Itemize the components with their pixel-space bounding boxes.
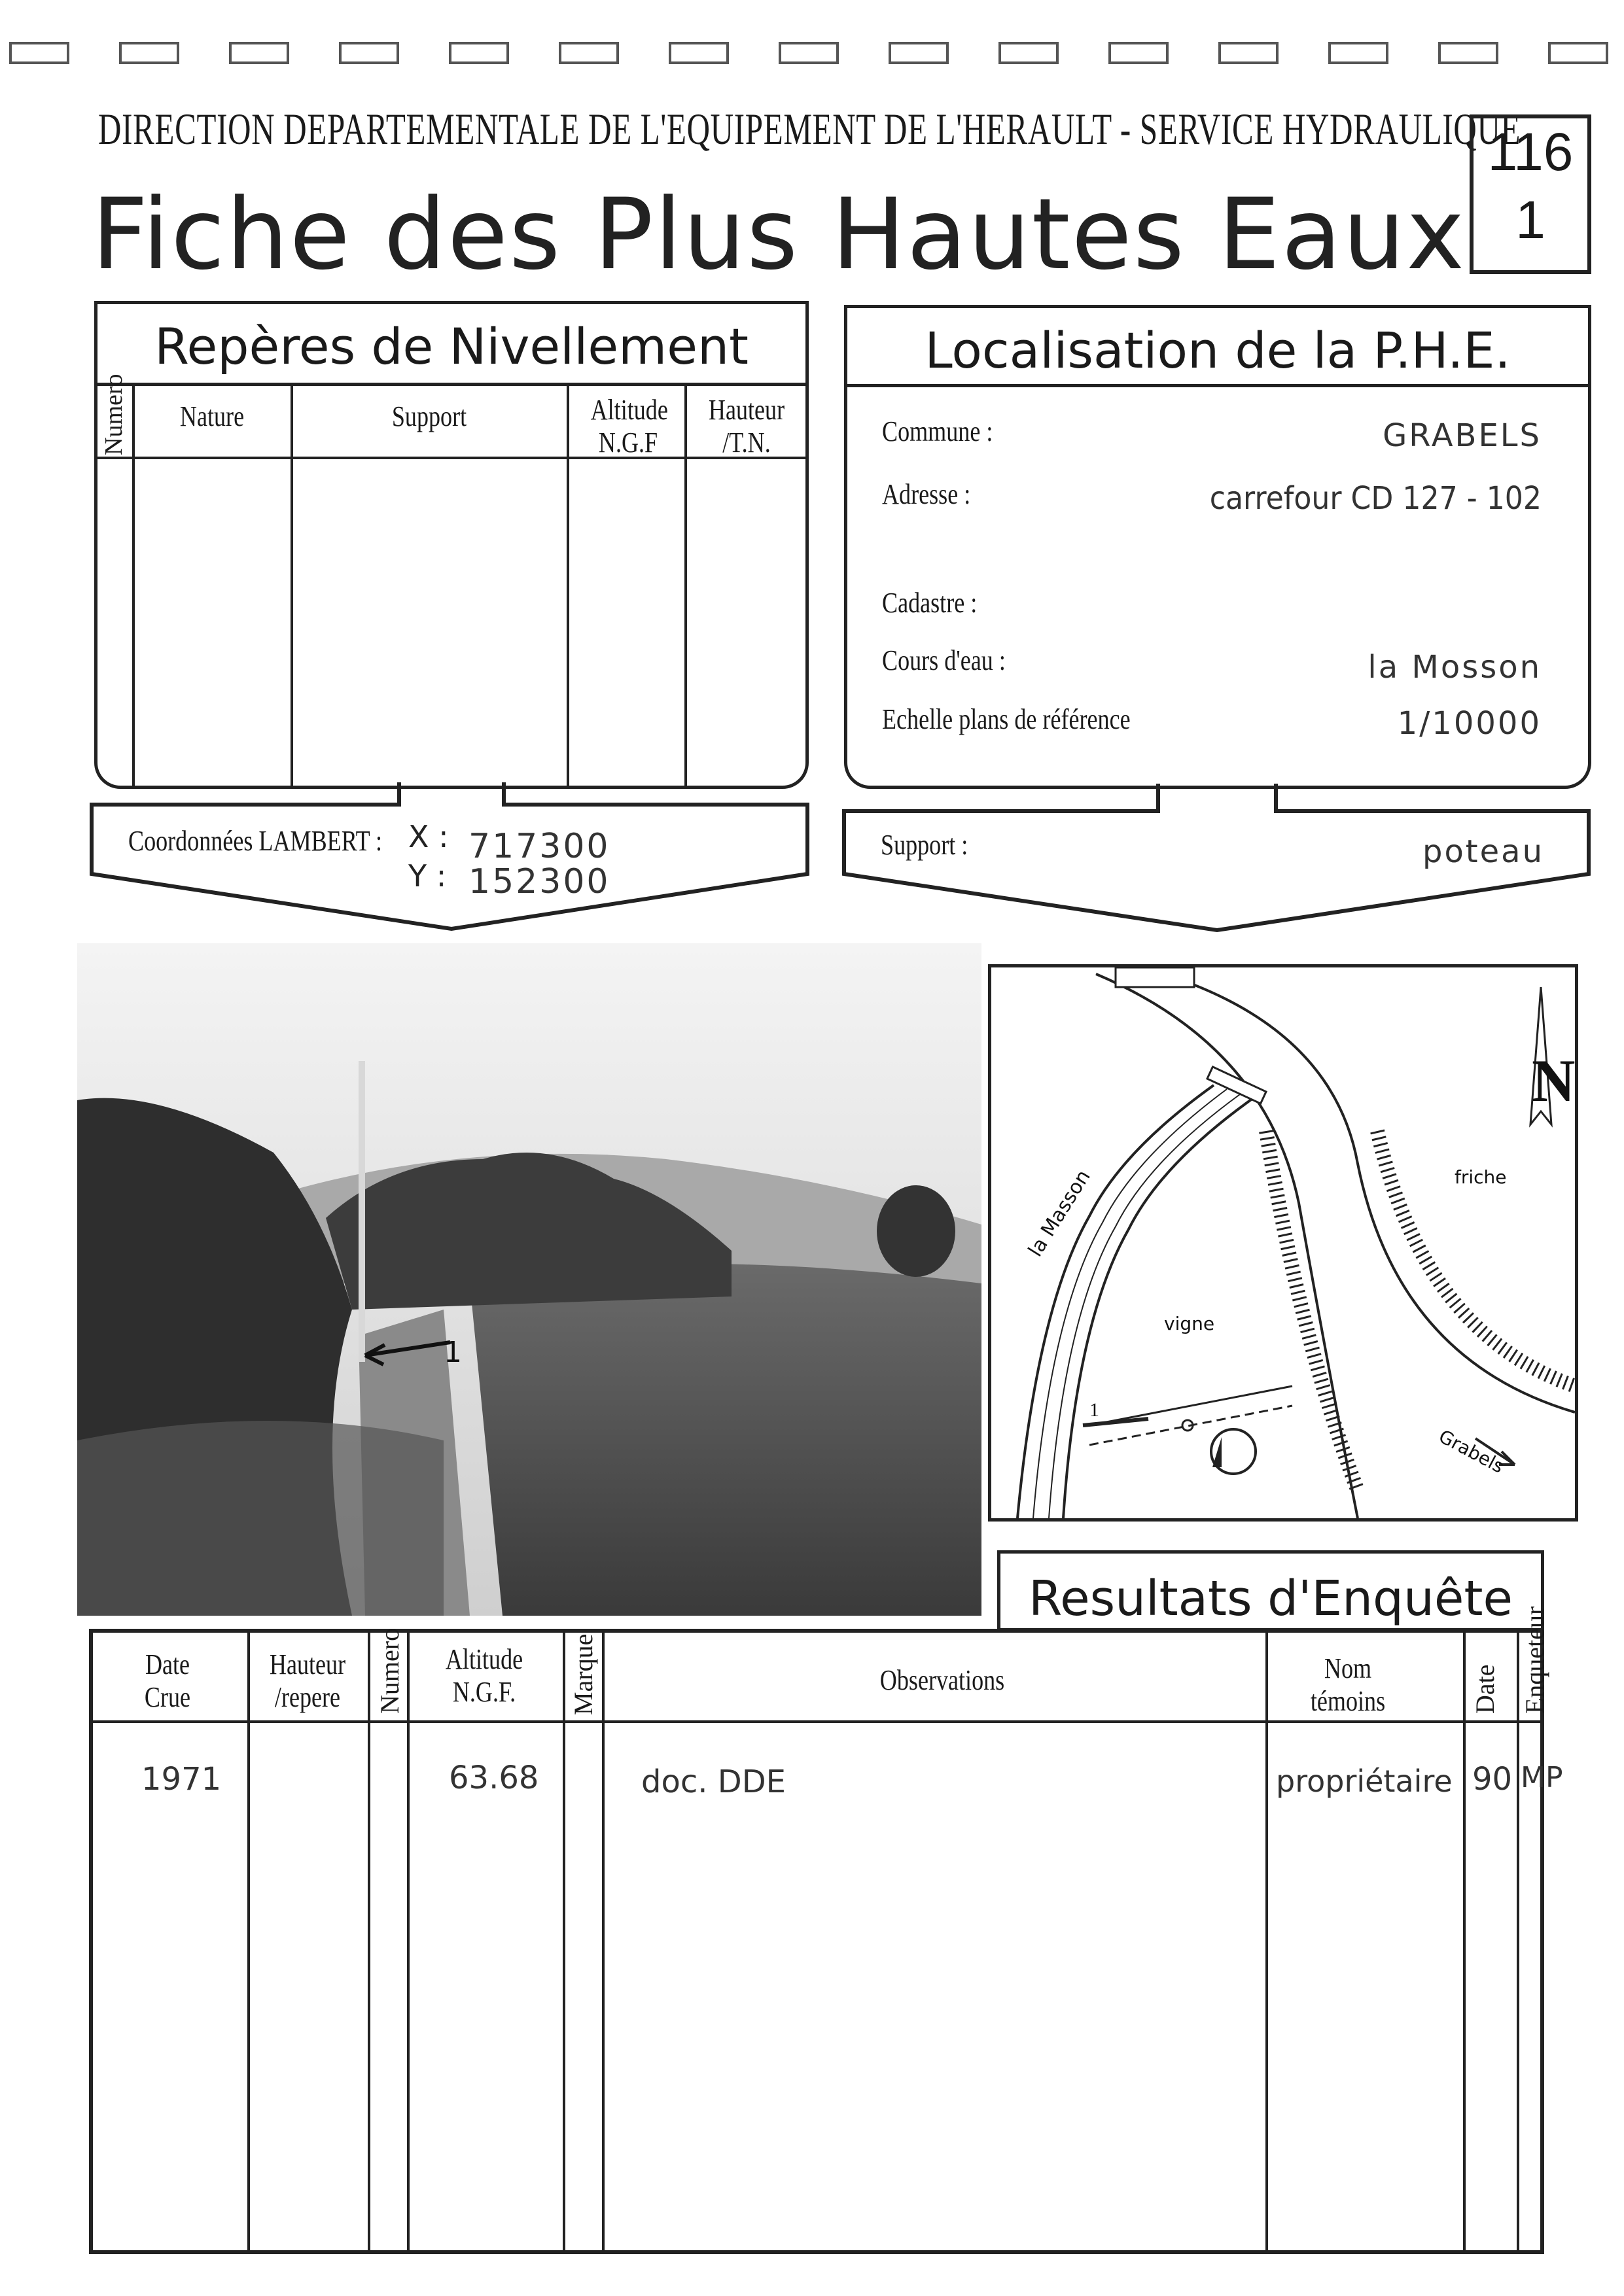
perforation-hole bbox=[1438, 42, 1498, 64]
perforation-hole bbox=[669, 42, 729, 64]
perforation-hole bbox=[9, 42, 69, 64]
resultats-title: Resultats d'Enquête bbox=[1029, 1571, 1513, 1627]
reperes-table bbox=[94, 383, 809, 789]
perforation-strip bbox=[0, 42, 1624, 68]
reperes-col-support: Support bbox=[391, 400, 467, 432]
page-title: Fiche des Plus Hautes Eaux bbox=[92, 178, 1466, 292]
support-value: poteau bbox=[1422, 833, 1544, 870]
site-map-drawing bbox=[991, 967, 1575, 1518]
resultats-col-numero: Numero bbox=[375, 1627, 404, 1714]
adresse-label: Adresse : bbox=[882, 478, 971, 510]
resultats-row-date: 90 bbox=[1472, 1761, 1513, 1798]
reperes-col-divider bbox=[567, 383, 569, 789]
site-photo-image bbox=[77, 943, 981, 1616]
cours-label: Cours d'eau : bbox=[882, 644, 1006, 676]
resultats-col-divider bbox=[368, 1629, 370, 2254]
localisation-title: Localisation de la P.H.E. bbox=[925, 321, 1511, 379]
commune-label: Commune : bbox=[882, 415, 993, 447]
echelle-value: 1/10000 bbox=[1397, 705, 1542, 742]
resultats-col-divider bbox=[407, 1629, 410, 2254]
map-grabels-label: Grabels bbox=[1435, 1425, 1508, 1478]
resultats-col-nom-temoins: Nom témoins bbox=[1310, 1652, 1386, 1717]
resultats-row-altitude: 63.68 bbox=[449, 1760, 539, 1796]
resultats-col-divider bbox=[1517, 1629, 1519, 2254]
resultats-row-date-crue: 1971 bbox=[141, 1761, 222, 1798]
map-marker: 1 bbox=[1089, 1399, 1099, 1421]
resultats-col-observations: Observations bbox=[879, 1664, 1005, 1696]
lambert-label: Coordonnées LAMBERT : bbox=[128, 825, 383, 857]
reperes-title: Repères de Nivellement bbox=[154, 317, 749, 375]
resultats-title-box bbox=[997, 1550, 1544, 1631]
resultats-col-divider bbox=[1463, 1629, 1466, 2254]
perforation-hole bbox=[559, 42, 619, 64]
perforation-hole bbox=[1108, 42, 1169, 64]
echelle-label: Echelle plans de référence bbox=[882, 703, 1131, 735]
resultats-col-divider bbox=[602, 1629, 605, 2254]
perforation-hole bbox=[779, 42, 839, 64]
resultats-col-enqueteur: Enqueteur bbox=[1520, 1606, 1549, 1714]
id-number: 116 bbox=[1487, 122, 1574, 182]
id-sub-number: 1 bbox=[1515, 190, 1545, 250]
support-label: Support : bbox=[881, 829, 968, 861]
resultats-row-observations: doc. DDE bbox=[641, 1764, 786, 1800]
cadastre-label: Cadastre : bbox=[882, 587, 978, 619]
reperes-col-divider bbox=[684, 383, 687, 789]
resultats-col-divider bbox=[247, 1629, 250, 2254]
adresse-value: carrefour CD 127 - 102 bbox=[1209, 480, 1542, 517]
perforation-hole bbox=[889, 42, 949, 64]
resultats-col-divider bbox=[1265, 1629, 1268, 2254]
map-vigne-label: vigne bbox=[1164, 1313, 1215, 1334]
lambert-y-label: Y : bbox=[408, 858, 447, 894]
perforation-hole bbox=[1548, 42, 1608, 64]
reperes-col-altitude: Altitude N.G.F bbox=[590, 394, 668, 459]
perforation-hole bbox=[339, 42, 399, 64]
resultats-col-hauteur: Hauteur /repere bbox=[269, 1648, 346, 1713]
perforation-hole bbox=[229, 42, 289, 64]
perforation-hole bbox=[1218, 42, 1279, 64]
site-map bbox=[988, 964, 1578, 1522]
resultats-col-date-crue: Date Crue bbox=[144, 1648, 191, 1713]
organization-header: DIRECTION DEPARTEMENTALE DE L'EQUIPEMENT DE L'HERAULT - SERVICE HYDRAULIQUE bbox=[98, 104, 1521, 154]
reperes-header-divider bbox=[94, 457, 809, 459]
photo-marker: 1 bbox=[444, 1336, 462, 1369]
site-photo bbox=[77, 943, 981, 1616]
reperes-col-divider bbox=[291, 383, 293, 789]
resultats-col-marque: Marque bbox=[569, 1633, 598, 1715]
commune-value: GRABELS bbox=[1383, 417, 1542, 454]
perforation-hole bbox=[998, 42, 1059, 64]
perforation-hole bbox=[1328, 42, 1388, 64]
cours-value: la Mosson bbox=[1368, 649, 1542, 686]
id-box bbox=[1470, 114, 1591, 274]
lambert-x-label: X : bbox=[408, 819, 449, 854]
reperes-title-box bbox=[94, 301, 809, 386]
reperes-col-divider bbox=[132, 383, 135, 789]
reperes-col-nature: Nature bbox=[179, 400, 245, 432]
resultats-row-nom-temoins: propriétaire bbox=[1276, 1764, 1453, 1799]
localisation-title-box bbox=[844, 305, 1591, 387]
perforation-hole bbox=[119, 42, 179, 64]
map-north-label: N bbox=[1532, 1047, 1576, 1114]
resultats-header-divider bbox=[89, 1720, 1544, 1723]
resultats-col-date: Date bbox=[1470, 1664, 1500, 1714]
resultats-col-divider bbox=[563, 1629, 565, 2254]
map-river-label: la Masson bbox=[1024, 1166, 1095, 1261]
lambert-x-value: 717300 bbox=[468, 827, 610, 866]
reperes-col-numero: Numero bbox=[100, 374, 128, 455]
lambert-y-value: 152300 bbox=[468, 862, 610, 901]
resultats-row-enqueteur: MP bbox=[1521, 1761, 1563, 1794]
reperes-col-hauteur: Hauteur /T.N. bbox=[708, 394, 785, 459]
map-friche-label: friche bbox=[1455, 1166, 1507, 1188]
lambert-arrow-box bbox=[85, 782, 818, 937]
resultats-col-altitude: Altitude N.G.F. bbox=[445, 1643, 523, 1708]
perforation-hole bbox=[449, 42, 509, 64]
